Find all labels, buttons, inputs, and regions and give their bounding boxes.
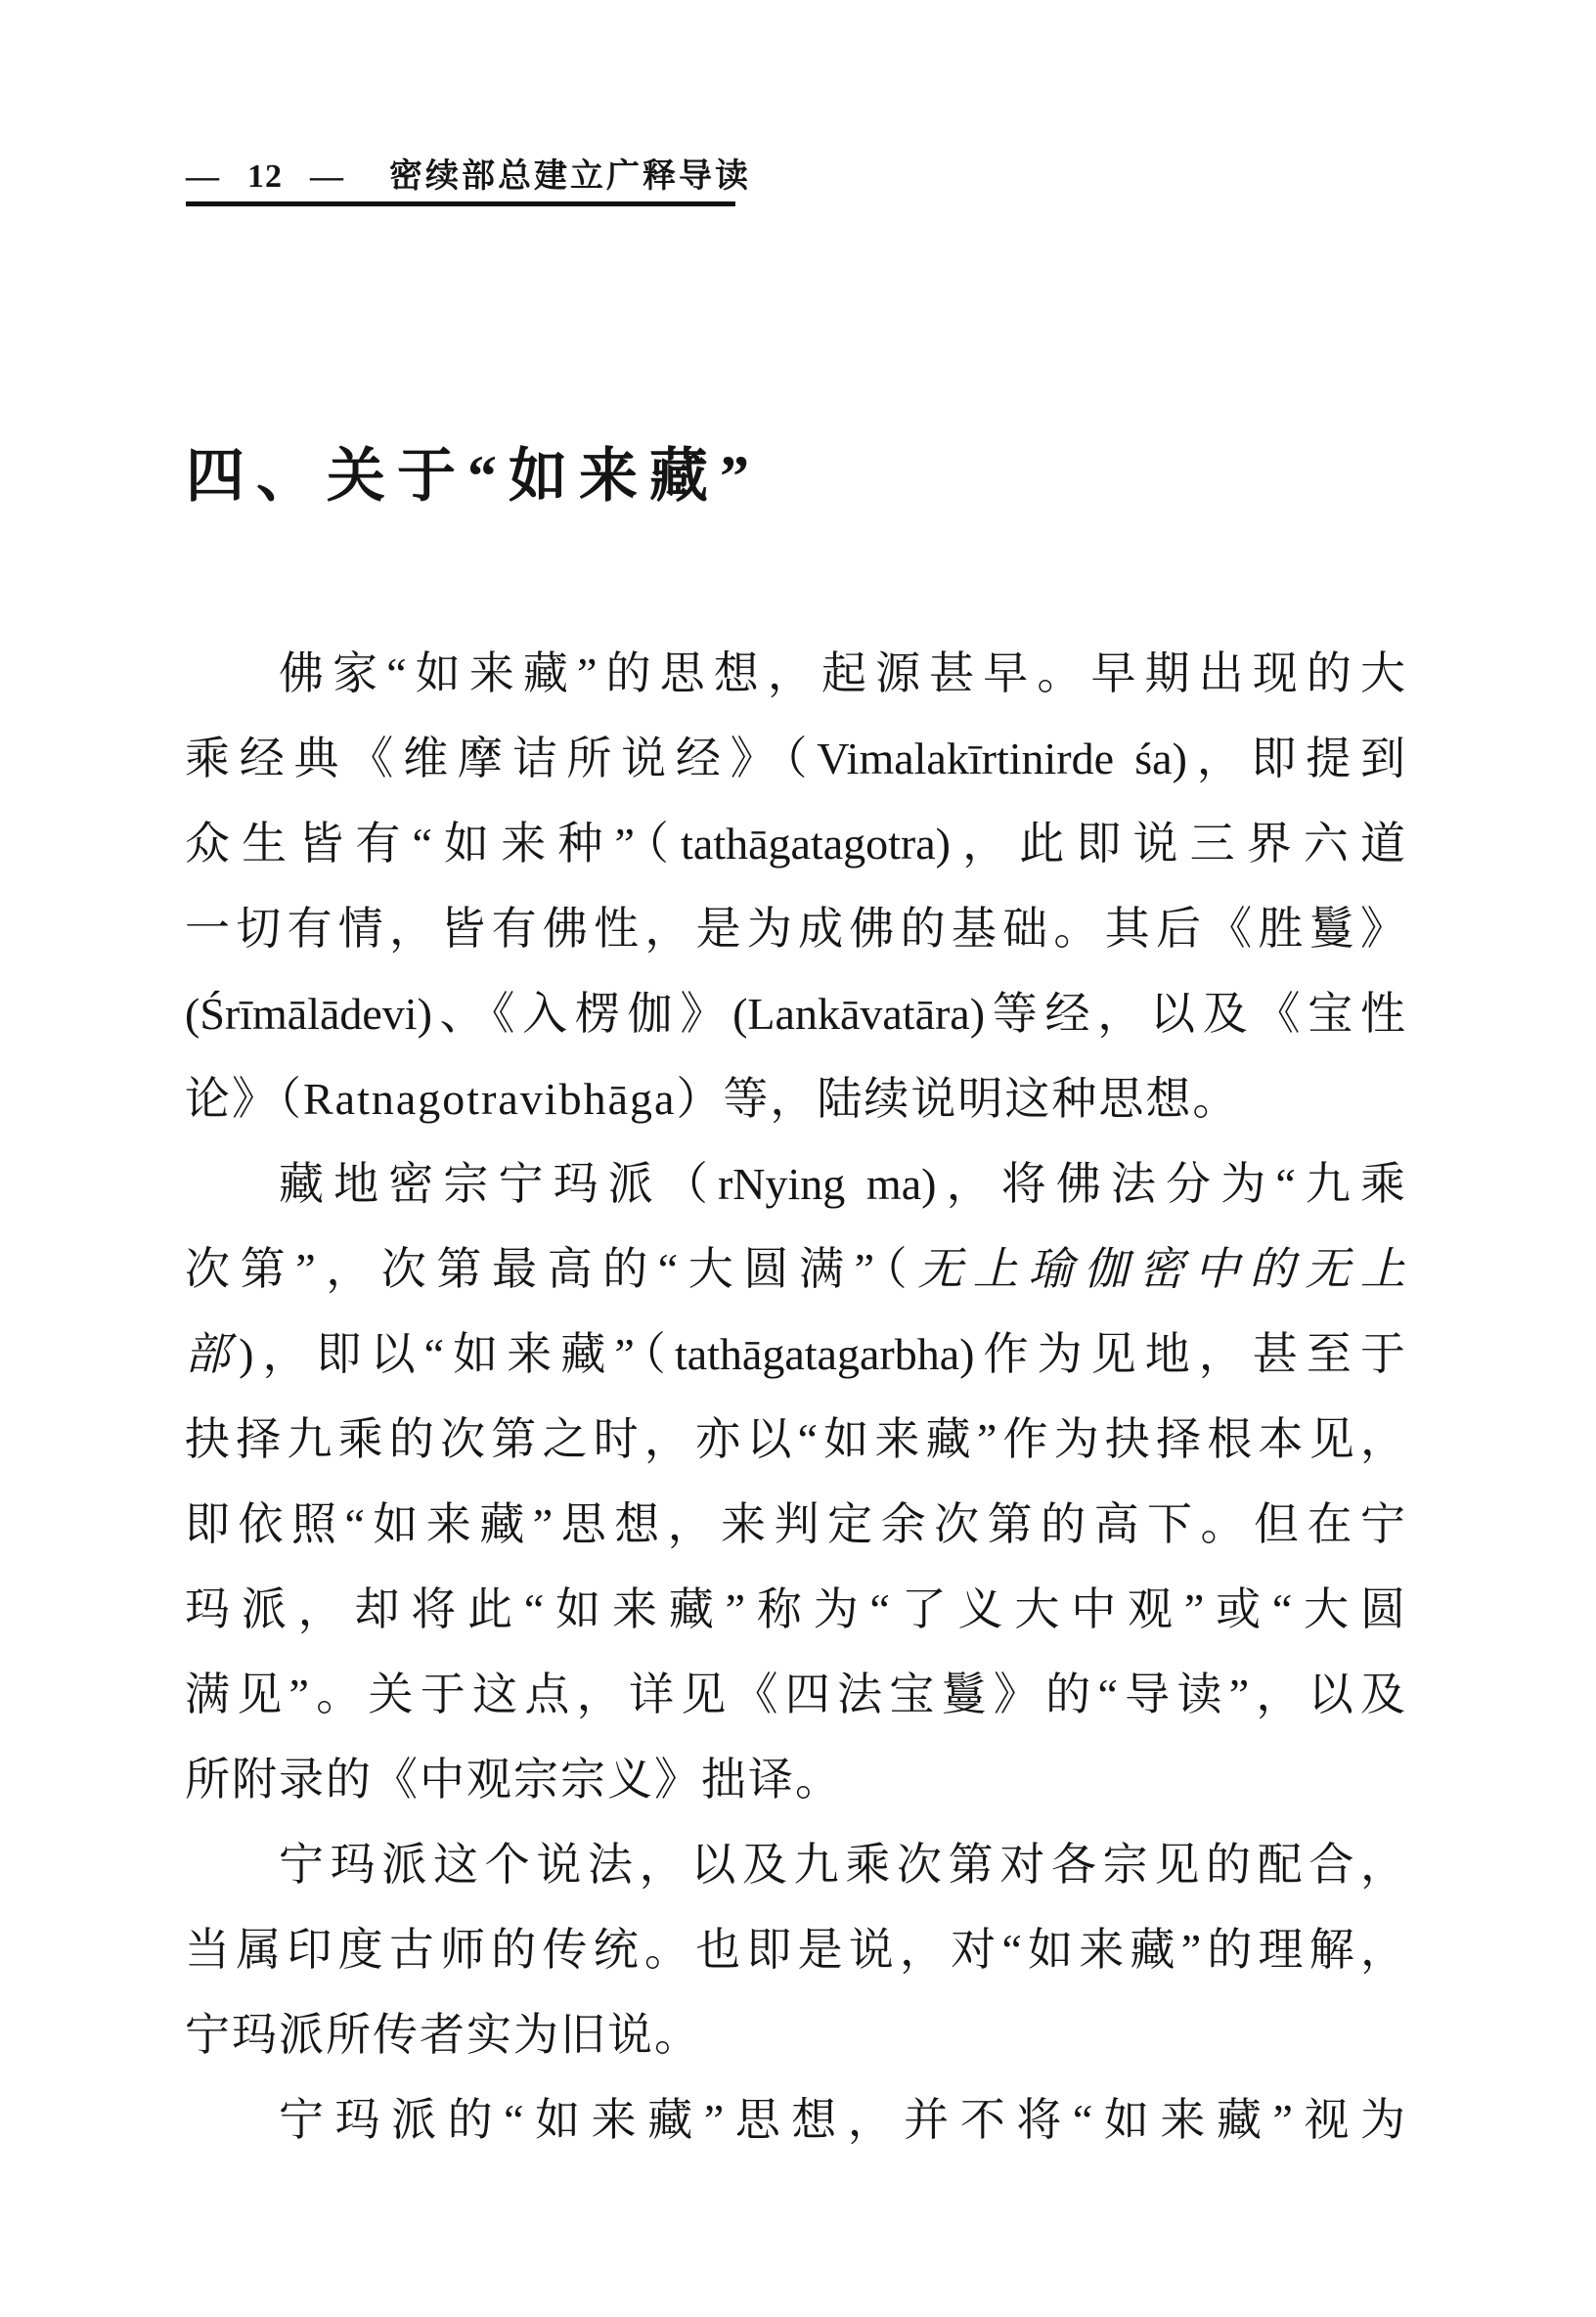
header-rule [186,201,735,206]
body-line: 玛派，却将此“如来藏”称为“了义大中观”或“大圆 [185,1584,1405,1634]
body-line: 一切有情，皆有佛性，是为成佛的基础。其后《胜鬘》 [185,904,1405,954]
header-dash-right: — [310,158,344,195]
body-line: 即依照“如来藏”思想，来判定余次第的高下。但在宁 [185,1499,1405,1549]
body-line-segment: 次第”，次第最高的“大圆满”（ [185,1244,918,1294]
body-line: 论》（Ratnagotravibhāga）等，陆续说明这种思想。 [185,1074,1240,1124]
body-line-segment: )，即以“如来藏”（tathāgatagarbha)作为见地，甚至于 [239,1329,1405,1379]
body-text [185,631,1405,2162]
body-line: 众生皆有“如来种”（tathāgatagotra)，此即说三界六道 [185,819,1405,869]
body-line: 宁玛派所传者实为旧说。 [185,2010,701,2060]
body-line: 宁玛派这个说法，以及九乘次第对各宗见的配合， [279,1840,1405,1890]
running-header [186,156,1418,198]
body-line-segment-kai: 部 [185,1329,240,1379]
body-line: 乘经典《维摩诘所说经》（Vimalakīrtinirde śa)，即提到 [185,734,1405,783]
header-dash-left: — [186,158,220,195]
body-line: 宁玛派的“如来藏”思想，并不将“如来藏”视为 [279,2095,1405,2145]
body-line [185,1312,1405,1397]
body-line: 所附录的《中观宗宗义》拙译。 [185,1755,842,1805]
body-line [185,1226,1405,1312]
body-line: 满见”。关于这点，详见《四法宝鬘》的“导读”，以及 [185,1670,1405,1719]
page-number: 12 [247,158,283,195]
body-line: (Śrīmālādevi)、《入楞伽》(Lankāvatāra)等经，以及《宝性 [185,989,1405,1039]
body-line-segment-kai: 无上瑜伽密中的无上 [917,1244,1405,1294]
body-line: 抉择九乘的次第之时，亦以“如来藏”作为抉择根本见， [185,1414,1405,1464]
book-title: 密续部总建立广释导读 [389,158,751,195]
section-title: 四、关于“如来藏” [186,444,761,510]
body-line: 藏地密宗宁玛派（rNying ma)，将佛法分为“九乘 [279,1159,1405,1209]
body-line: 佛家“如来藏”的思想，起源甚早。早期出现的大 [279,648,1405,698]
body-line: 当属印度古师的传统。也即是说，对“如来藏”的理解， [185,1925,1405,1975]
